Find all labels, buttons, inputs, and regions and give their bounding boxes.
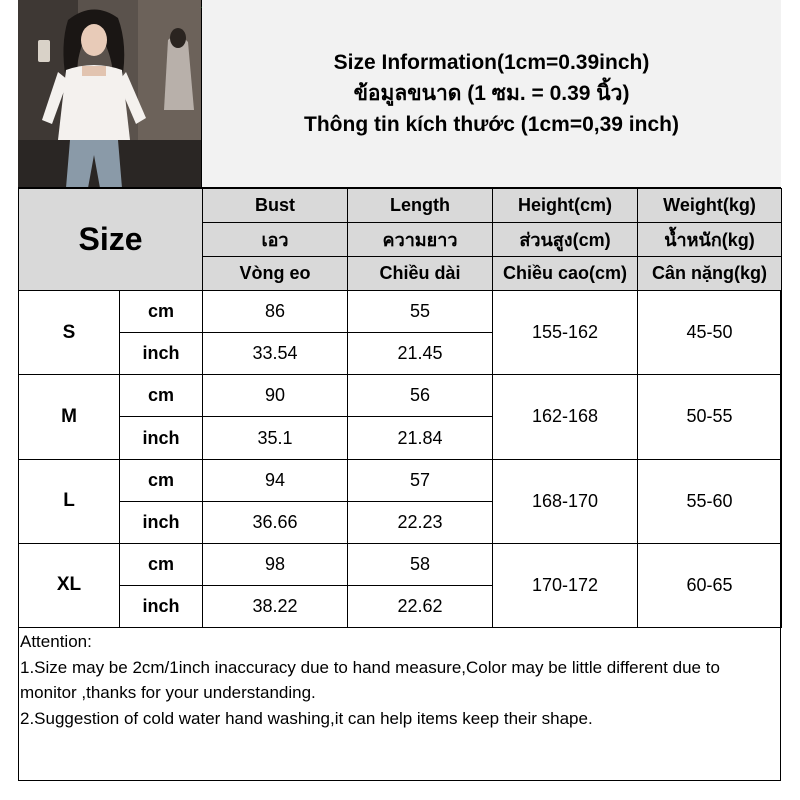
- col-weight-th: น้ำหนัก(kg): [638, 223, 782, 257]
- bust-cm: 94: [203, 459, 348, 501]
- weight-range: 50-55: [638, 375, 782, 459]
- bust-inch: 38.22: [203, 585, 348, 627]
- col-height-th: ส่วนสูง(cm): [493, 223, 638, 257]
- size-label: L: [19, 459, 120, 543]
- weight-range: 45-50: [638, 291, 782, 375]
- bust-cm: 90: [203, 375, 348, 417]
- size-label: XL: [19, 543, 120, 627]
- length-cm: 56: [348, 375, 493, 417]
- col-bust-th: เอว: [203, 223, 348, 257]
- size-info-header: [202, 0, 781, 188]
- length-cm: 57: [348, 459, 493, 501]
- size-column-title: Size: [19, 189, 203, 291]
- col-height-en: Height(cm): [493, 189, 638, 223]
- length-inch: 22.23: [348, 501, 493, 543]
- unit-inch: inch: [120, 333, 203, 375]
- attention-note-1: 1.Size may be 2cm/1inch inaccuracy due to hand measure,Color may be little different due to monitor ,thanks for your understanding.: [20, 657, 720, 702]
- length-cm: 55: [348, 291, 493, 333]
- unit-inch: inch: [120, 417, 203, 459]
- bust-cm: 98: [203, 543, 348, 585]
- length-cm: 58: [348, 543, 493, 585]
- weight-range: 60-65: [638, 543, 782, 627]
- product-photo: [18, 0, 202, 188]
- table-row: [19, 375, 782, 417]
- product-photo-illustration: [18, 0, 202, 188]
- attention-title: Attention:: [20, 632, 92, 651]
- unit-inch: inch: [120, 585, 203, 627]
- bust-cm: 86: [203, 291, 348, 333]
- size-label: M: [19, 375, 120, 459]
- length-inch: 22.62: [348, 585, 493, 627]
- height-range: 162-168: [493, 375, 638, 459]
- col-weight-vi: Cân nặng(kg): [638, 257, 782, 291]
- unit-inch: inch: [120, 501, 203, 543]
- height-range: 170-172: [493, 543, 638, 627]
- header-line-th: ข้อมูลขนาด (1 ซม. = 0.39 นิ้ว): [353, 82, 630, 105]
- height-range: 155-162: [493, 291, 638, 375]
- col-bust-vi: Vòng eo: [203, 257, 348, 291]
- unit-cm: cm: [120, 543, 203, 585]
- unit-cm: cm: [120, 291, 203, 333]
- unit-cm: cm: [120, 375, 203, 417]
- bust-inch: 33.54: [203, 333, 348, 375]
- size-label: S: [19, 291, 120, 375]
- weight-range: 55-60: [638, 459, 782, 543]
- unit-cm: cm: [120, 459, 203, 501]
- table-row: [19, 459, 782, 501]
- length-inch: 21.45: [348, 333, 493, 375]
- col-length-th: ความยาว: [348, 223, 493, 257]
- table-row: [19, 543, 782, 585]
- attention-note-2: 2.Suggestion of cold water hand washing,it can help items keep their shape.: [20, 708, 593, 728]
- attention-notes: [20, 629, 780, 731]
- col-bust-en: Bust: [203, 189, 348, 223]
- header-line-en: Size Information(1cm=0.39inch): [333, 51, 650, 74]
- bust-inch: 35.1: [203, 417, 348, 459]
- table-header-row-en: [19, 189, 782, 223]
- table-row: [19, 291, 782, 333]
- header-line-vi: Thông tin kích thước (1cm=0,39 inch): [304, 113, 679, 136]
- col-weight-en: Weight(kg): [638, 189, 782, 223]
- col-length-en: Length: [348, 189, 493, 223]
- height-range: 168-170: [493, 459, 638, 543]
- col-height-vi: Chiều cao(cm): [493, 257, 638, 291]
- size-table: [18, 188, 782, 628]
- bust-inch: 36.66: [203, 501, 348, 543]
- col-length-vi: Chiều dài: [348, 257, 493, 291]
- length-inch: 21.84: [348, 417, 493, 459]
